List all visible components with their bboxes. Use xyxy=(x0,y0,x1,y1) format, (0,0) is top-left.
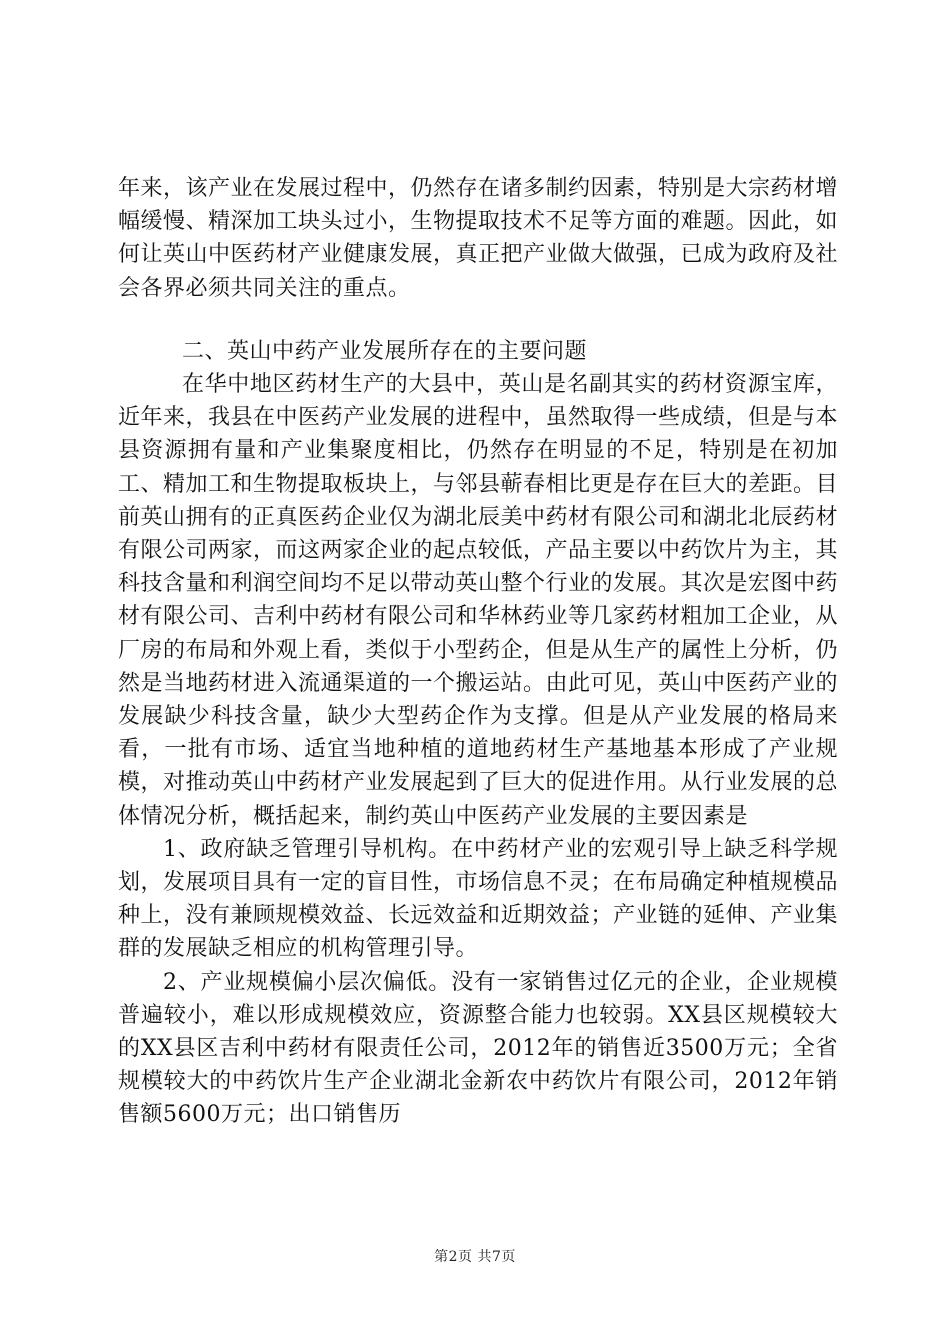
document-body xyxy=(118,172,838,1132)
page-number-footer: 第2页 共7页 xyxy=(434,1249,516,1265)
paragraph-gap xyxy=(118,305,838,335)
paragraph-item-2: 2、产业规模偏小层次偏低。没有一家销售过亿元的企业，企业规模普遍较小，难以形成规模效应，资源整合能力也较弱。XX县区规模较大的XX县区吉利中药材有限责任公司，2012年的销售近3500万元；全省规模较大的中药饮片生产企业湖北金新农中药饮片有限公司，2012年销售额5600万元；出口销售历 xyxy=(118,969,838,1128)
paragraph-item-1: 1、政府缺乏管理引导机构。在中药材产业的宏观引导上缺乏科学规划，发展项目具有一定的盲目性，市场信息不灵；在布局确定种植规模品种上，没有兼顾规模效益、长远效益和近期效益；产业链的延伸、产业集群的发展缺乏相应的机构管理引导。 xyxy=(118,836,839,962)
paragraph-continuation: 年来，该产业在发展过程中，仍然存在诸多制约因素，特别是大宗药材增幅缓慢、精深加工块头过小，生物提取技术不足等方面的难题。因此，如何让英山中医药材产业健康发展，真正把产业做大做强，已成为政府及社会各界必须共同关注的重点。 xyxy=(118,176,839,301)
section-heading: 二、英山中药产业发展所存在的主要问题 xyxy=(182,338,588,364)
paragraph-main-problems: 在华中地区药材生产的大县中，英山是名副其实的药材资源宝库，近年来，我县在中医药产业发展的进程中，虽然取得一些成绩，但是与本县资源拥有量和产业集聚度相比，仍然存在明显的不足，特别是在初加工、精加工和生物提取板块上，与邻县蕲春相比更是存在巨大的差距。目前英山拥有的正真医药企业仅为湖北辰美中药材有限公司和湖北北辰药材有限公司两家，而这两家企业的起点较低，产品主要以中药饮片为主，其科技含量和利润空间均不足以带动英山整个行业的发展。其次是宏图中药材有限公司、吉利中药材有限公司和华林药业等几家药材粗加工企业，从厂房的布局和外观上看，类似于小型药企，但是从生产的属性上分析，仍然是当地药材进入流通渠道的一个搬运站。由此可见，英山中医药产业的发展缺少科技含量，缺少大型药企作为支撑。但是从产业发展的格局来看，一批有市场、适宜当地种植的道地药材生产基地基本形成了产业规模，对推动英山中药材产业发展起到了巨大的促进作用。从行业发展的总体情况分析，概括起来，制约英山中医药产业发展的主要因素是 xyxy=(118,372,839,829)
